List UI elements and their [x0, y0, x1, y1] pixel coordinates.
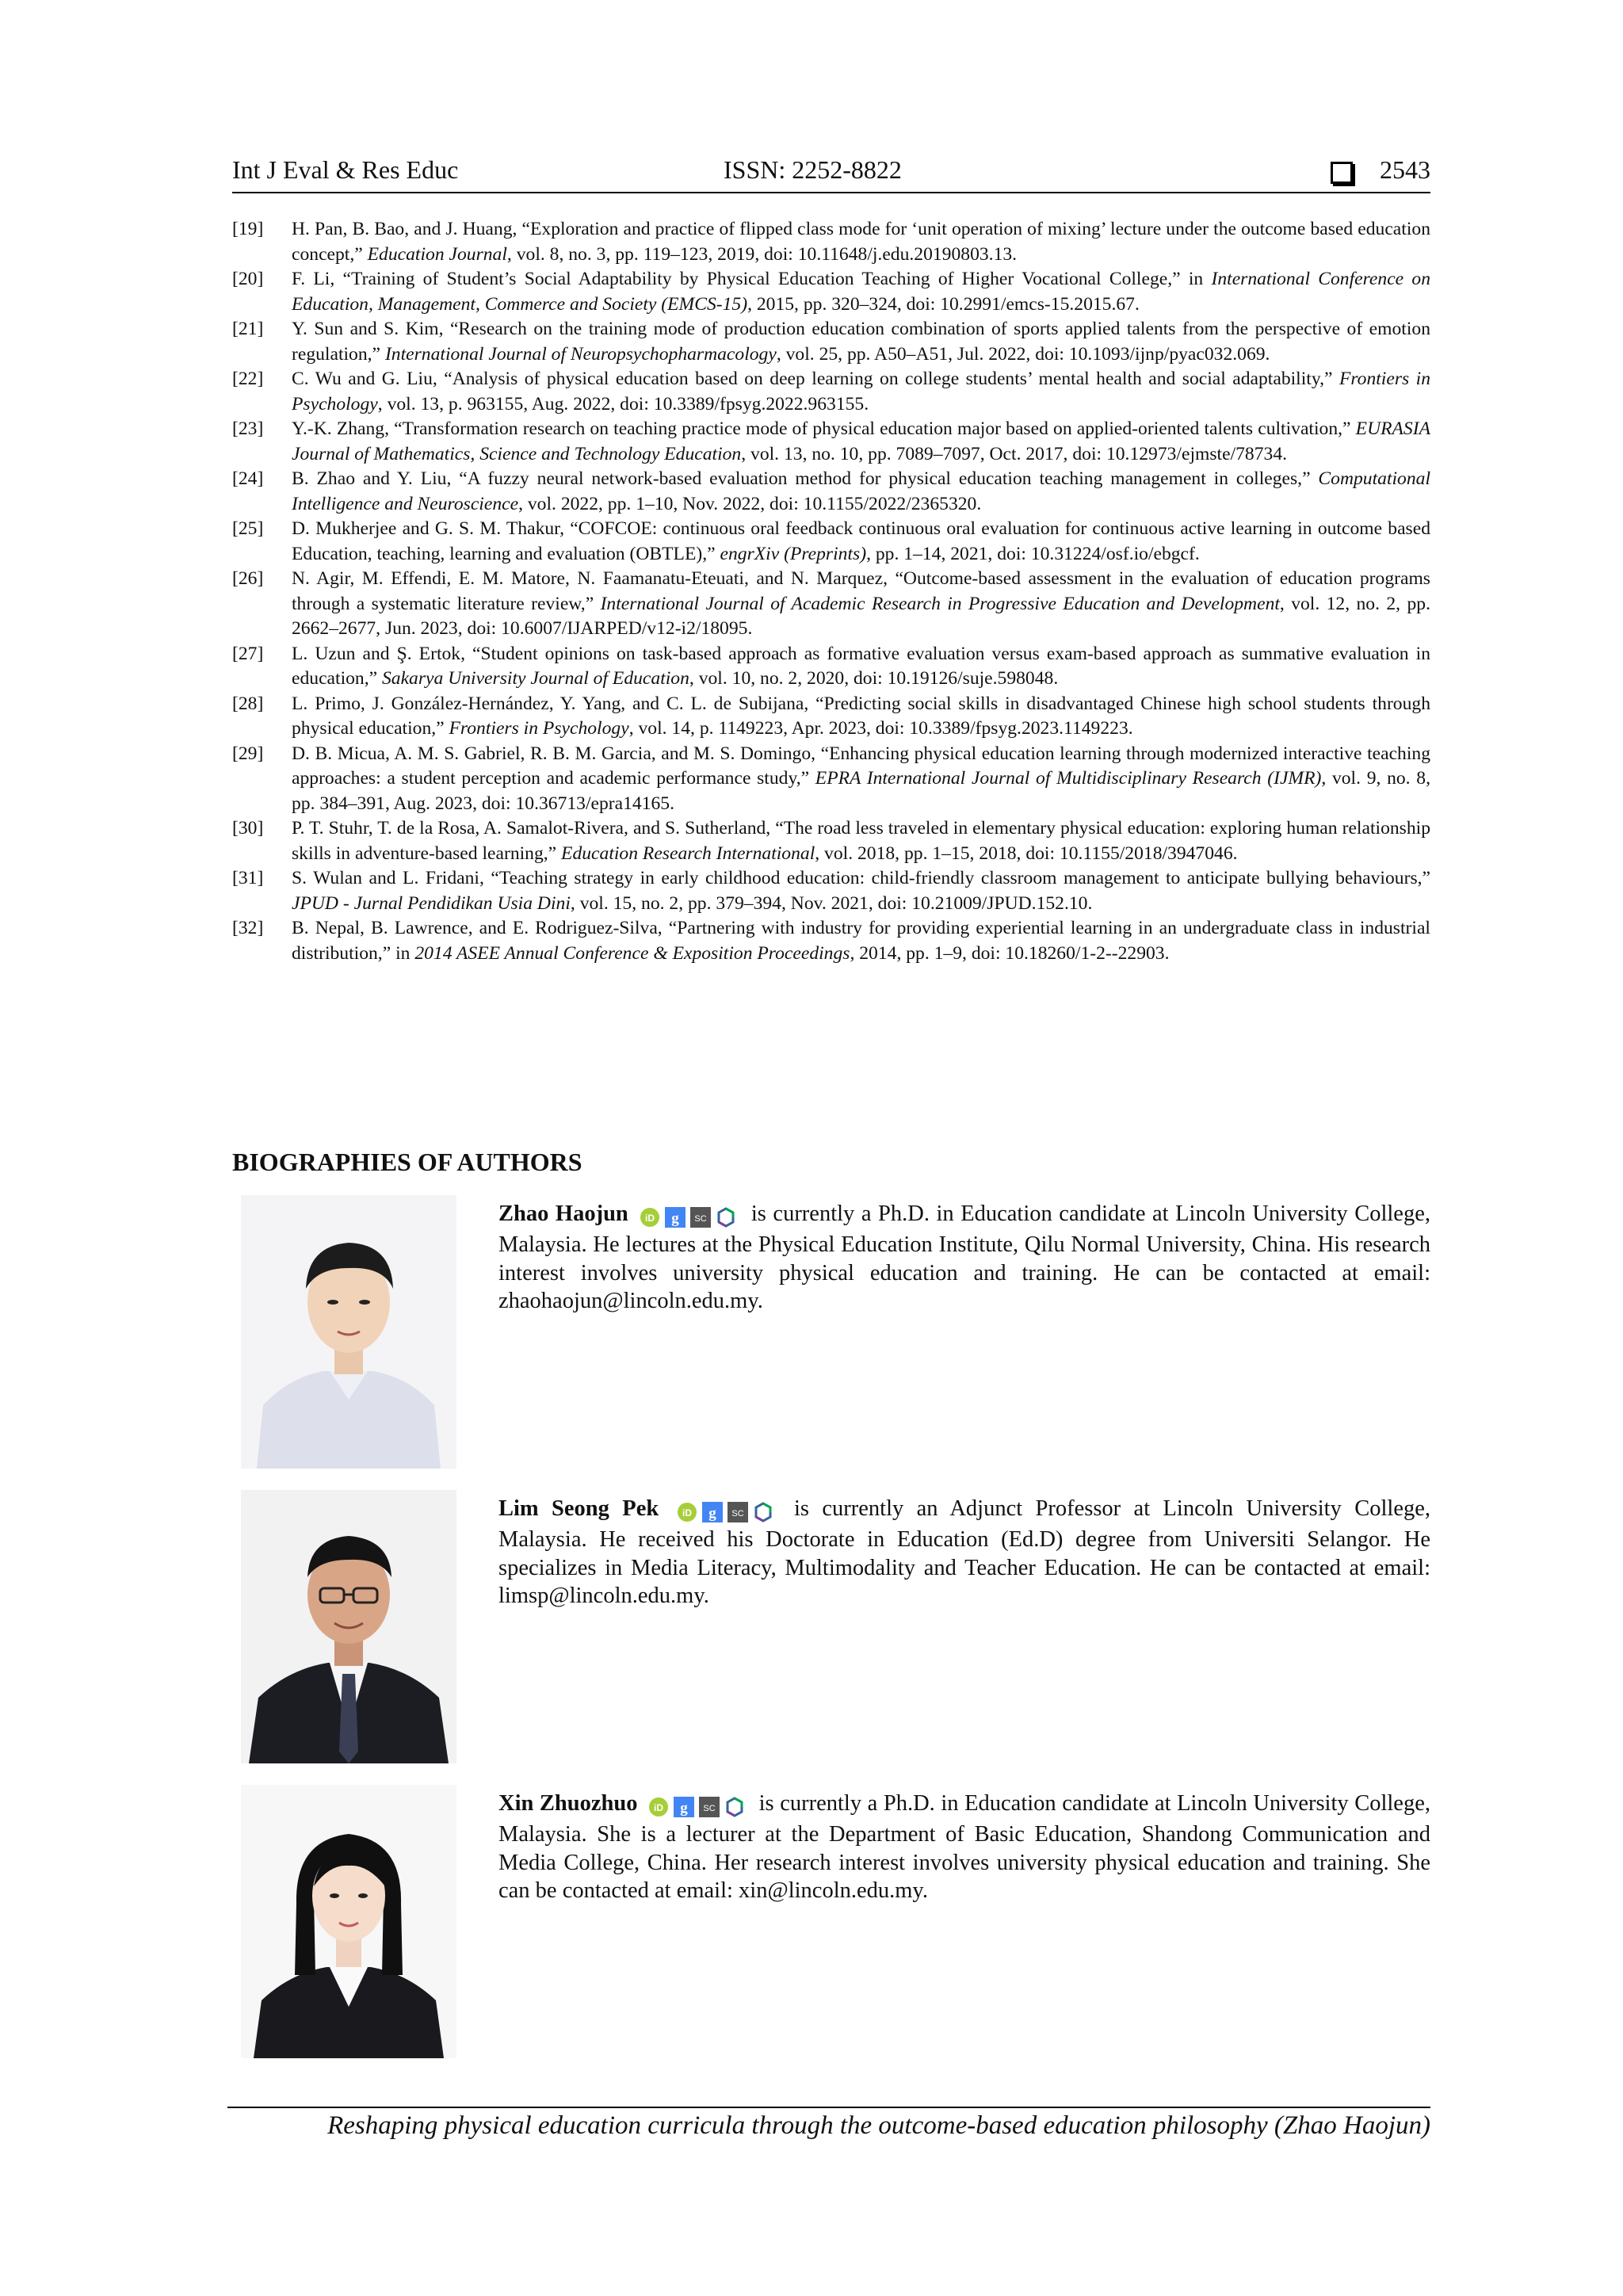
- reference-details: , 2014, pp. 1–9, doi: 10.18260/1-2--22903.: [850, 942, 1170, 964]
- reference-venue: International Conference on Education, Management, Commerce and Society (EMCS-15): [292, 269, 1431, 315]
- reference-item: [232, 692, 1430, 742]
- reference-details: , vol. 14, p. 1149223, Apr. 2023, doi: 10.3389/fpsyg.2023.1149223.: [628, 718, 1133, 739]
- reference-item: [232, 642, 1430, 692]
- reference-number: [30]: [232, 818, 264, 839]
- reference-venue: Education Research International: [561, 842, 815, 864]
- reference-item: [232, 742, 1430, 817]
- reference-venue: Frontiers in Psychology: [449, 718, 629, 739]
- reference-text: D. B. Micua, A. M. S. Gabriel, R. B. M. Garcia, and M. S. Domingo, “Enhancing physical education learning through modernized interactive teaching approaches: a student perception and academic performance study,”: [292, 743, 1430, 789]
- reference-details: , vol. 2022, pp. 1–10, Nov. 2022, doi: 10.1155/2022/2365320.: [518, 493, 982, 514]
- reference-item: [232, 866, 1430, 916]
- reference-list: [232, 217, 1430, 966]
- scopus-icon[interactable]: [699, 1797, 720, 1817]
- reference-number: [26]: [232, 568, 264, 589]
- google-scholar-icon[interactable]: [702, 1502, 723, 1522]
- reference-number: [20]: [232, 269, 264, 289]
- profile-icons: [677, 1497, 778, 1526]
- bio-description: is currently a Ph.D. in Education candidate at Lincoln University College, Malaysia. He lectures at the Physical Education Institute, Qilu Normal University, China. His research interest involves university physical education and training. He can be contacted at email: zhaohaojun@lincoln.edu.my.: [498, 1201, 1430, 1314]
- author-photo: [241, 1490, 456, 1763]
- reference-number: [21]: [232, 319, 264, 339]
- reference-text: F. Li, “Training of Student’s Social Adaptability by Physical Education Teaching of Higher Vocational College,” in: [292, 269, 1212, 289]
- reference-details: , vol. 2018, pp. 1–15, 2018, doi: 10.1155/2018/3947046.: [815, 842, 1238, 864]
- reference-item: [232, 916, 1430, 966]
- reference-number: [32]: [232, 918, 264, 938]
- reference-text: L. Uzun and Ş. Ertok, “Student opinions on task-based approach as formative evaluation versus exam-based approach as summative evaluation in education,”: [292, 643, 1430, 689]
- reference-venue: Sakarya University Journal of Education: [381, 668, 689, 689]
- orcid-icon[interactable]: [640, 1207, 660, 1228]
- bio-description: is currently a Ph.D. in Education candidate at Lincoln University College, Malaysia. She is a lecturer at the Department of Basic Education, Shandong Communication and Media College, China. Her research interest involves university physical education and training. She can be contacted at email: xin@lincoln.edu.my.: [498, 1791, 1430, 1904]
- reference-number: [27]: [232, 643, 264, 664]
- author-photo: [241, 1785, 456, 2058]
- footer-divider: [227, 2107, 1430, 2108]
- bio-text: [498, 1495, 1430, 1610]
- checkbox-square-icon: [1331, 162, 1353, 184]
- reference-text: N. Agir, M. Effendi, E. M. Matore, N. Faamanatu-Eteuati, and N. Marquez, “Outcome-based assessment in the evaluation of education programs through a systematic literature review,”: [292, 568, 1430, 614]
- reference-item: [232, 567, 1430, 642]
- profile-icons: [640, 1202, 741, 1231]
- reference-venue: Computational Intelligence and Neuroscience: [292, 468, 1430, 514]
- reference-text: B. Zhao and Y. Liu, “A fuzzy neural network-based evaluation method for physical education teaching management in colleges,”: [292, 468, 1319, 489]
- author-name: Xin Zhuozhuo: [498, 1791, 638, 1816]
- page-number: 2543: [1380, 155, 1430, 184]
- reference-venue: Frontiers in Psychology: [292, 369, 1430, 415]
- journal-name: Int J Eval & Res Educ: [232, 155, 459, 184]
- reference-item: [232, 417, 1430, 467]
- reference-details: , vol. 25, pp. A50–A51, Jul. 2022, doi: 10.1093/ijnp/pyac032.069.: [776, 343, 1270, 365]
- reference-number: [29]: [232, 743, 264, 764]
- reference-text: H. Pan, B. Bao, and J. Huang, “Exploration and practice of flipped class mode for ‘unit operation of mixing’ lecture under the outcome based education concept,”: [292, 219, 1430, 265]
- reference-text: C. Wu and G. Liu, “Analysis of physical education based on deep learning on college students’ mental health and social adaptability,”: [292, 369, 1339, 389]
- reference-item: [232, 517, 1430, 567]
- bio-text: [498, 1790, 1430, 1905]
- reference-item: [232, 217, 1430, 267]
- scopus-icon[interactable]: [727, 1502, 748, 1522]
- running-footer: Reshaping physical education curricula through the outcome-based education philosophy (Zhao Haojun): [327, 2111, 1430, 2140]
- reference-item: [232, 367, 1430, 417]
- reference-item: [232, 267, 1430, 317]
- profile-icons: [648, 1792, 750, 1820]
- reference-text: D. Mukherjee and G. S. M. Thakur, “COFCOE: continuous oral feedback continuous oral evaluation for continuous active learning in outcome based Education, teaching, learning and evaluation (OBTLE),”: [292, 518, 1430, 564]
- reference-number: [19]: [232, 219, 264, 239]
- reference-details: , vol. 13, p. 963155, Aug. 2022, doi: 10.3389/fpsyg.2022.963155.: [377, 393, 869, 415]
- reference-details: , vol. 12, no. 2, pp. 2662–2677, Jun. 2023, doi: 10.6007/IJARPED/v12-i2/18095.: [292, 593, 1430, 639]
- orcid-icon[interactable]: [648, 1797, 669, 1817]
- reference-text: S. Wulan and L. Fridani, “Teaching strategy in early childhood education: child-friendly classroom management to anticipate bullying behaviours,”: [292, 868, 1430, 888]
- reference-text: L. Primo, J. González-Hernández, Y. Yang, and C. L. de Subijana, “Predicting social skills in disadvantaged Chinese high school students through physical education,”: [292, 693, 1430, 739]
- author-name: Lim Seong Pek: [498, 1496, 659, 1521]
- svg-text:iD: iD: [645, 1213, 655, 1224]
- svg-text:iD: iD: [654, 1802, 664, 1814]
- reference-number: [28]: [232, 693, 264, 714]
- reference-item: [232, 317, 1430, 367]
- google-scholar-icon[interactable]: [665, 1207, 685, 1228]
- author-photo: [241, 1195, 456, 1469]
- reference-venue: EURASIA Journal of Mathematics, Science and Technology Education: [292, 418, 1430, 464]
- reference-text: Y.-K. Zhang, “Transformation research on teaching practice mode of physical education major based on applied-oriented talents cultivation,”: [292, 418, 1356, 439]
- reference-venue: International Journal of Academic Research in Progressive Education and Development: [600, 593, 1280, 614]
- reference-venue: engrXiv (Preprints): [720, 543, 867, 564]
- reference-number: [24]: [232, 468, 264, 489]
- reference-number: [25]: [232, 518, 264, 539]
- reference-details: , vol. 9, no. 8, pp. 384–391, Aug. 2023, doi: 10.36713/epra14165.: [292, 768, 1430, 814]
- reference-venue: JPUD - Jurnal Pendidikan Usia Dini: [292, 892, 571, 914]
- bio-text: [498, 1200, 1430, 1316]
- issn: ISSN: 2252-8822: [724, 155, 902, 184]
- reference-venue: Education Journal: [367, 243, 507, 265]
- reference-venue: EPRA International Journal of Multidisciplinary Research (IJMR): [815, 768, 1322, 789]
- reference-details: , vol. 10, no. 2, 2020, doi: 10.19126/suje.598048.: [689, 668, 1059, 689]
- svg-text:SC: SC: [694, 1214, 707, 1224]
- reference-details: , vol. 8, no. 3, pp. 119–123, 2019, doi: 10.11648/j.edu.20190803.13.: [506, 243, 1018, 265]
- reference-number: [22]: [232, 369, 264, 389]
- svg-text:g: g: [671, 1210, 680, 1228]
- svg-text:SC: SC: [703, 1804, 716, 1814]
- reference-details: , pp. 1–14, 2021, doi: 10.31224/osf.io/ebgcf.: [866, 543, 1200, 564]
- reference-number: [31]: [232, 868, 264, 888]
- reference-details: , vol. 15, no. 2, pp. 379–394, Nov. 2021, doi: 10.21009/JPUD.152.10.: [570, 892, 1093, 914]
- reference-venue: International Journal of Neuropsychopharmacology: [384, 343, 777, 365]
- reference-number: [23]: [232, 418, 264, 439]
- reference-details: , vol. 13, no. 10, pp. 7089–7097, Oct. 2017, doi: 10.12973/ejmste/78734.: [741, 443, 1288, 464]
- svg-text:SC: SC: [731, 1509, 744, 1519]
- running-header: [232, 155, 1430, 193]
- publons-icon[interactable]: [716, 1207, 736, 1228]
- scopus-icon[interactable]: [690, 1207, 711, 1228]
- svg-text:iD: iD: [682, 1507, 692, 1519]
- reference-text: Y. Sun and S. Kim, “Research on the training mode of production education combination of sports applied talents from the perspective of emotion regulation,”: [292, 319, 1430, 365]
- svg-text:g: g: [708, 1505, 716, 1522]
- publons-icon[interactable]: [753, 1502, 773, 1522]
- svg-text:g: g: [680, 1800, 688, 1817]
- reference-text: P. T. Stuhr, T. de la Rosa, A. Samalot-Rivera, and S. Sutherland, “The road less traveled in elementary physical education: exploring human relationship skills in adventure-based learning,”: [292, 818, 1430, 864]
- orcid-icon[interactable]: [677, 1502, 697, 1522]
- google-scholar-icon[interactable]: [674, 1797, 694, 1817]
- author-name: Zhao Haojun: [498, 1201, 628, 1226]
- reference-text: B. Nepal, B. Lawrence, and E. Rodriguez-Silva, “Partnering with industry for providing experiential learning in an undergraduate class in industrial distribution,” in: [292, 918, 1430, 964]
- reference-details: , 2015, pp. 320–324, doi: 10.2991/emcs-15.2015.67.: [747, 293, 1140, 315]
- bio-description: is currently an Adjunct Professor at Lincoln University College, Malaysia. He received his Doctorate in Education (Ed.D) degree from Universiti Selangor. He specializes in Media Literacy, Multimodality and Teacher Education. He can be contacted at email: limsp@lincoln.edu.my.: [498, 1496, 1431, 1609]
- reference-item: [232, 467, 1430, 517]
- publons-icon[interactable]: [724, 1797, 745, 1817]
- section-title: BIOGRAPHIES OF AUTHORS: [232, 1148, 582, 1176]
- reference-venue: 2014 ASEE Annual Conference & Exposition Proceedings: [414, 942, 850, 964]
- reference-item: [232, 816, 1430, 866]
